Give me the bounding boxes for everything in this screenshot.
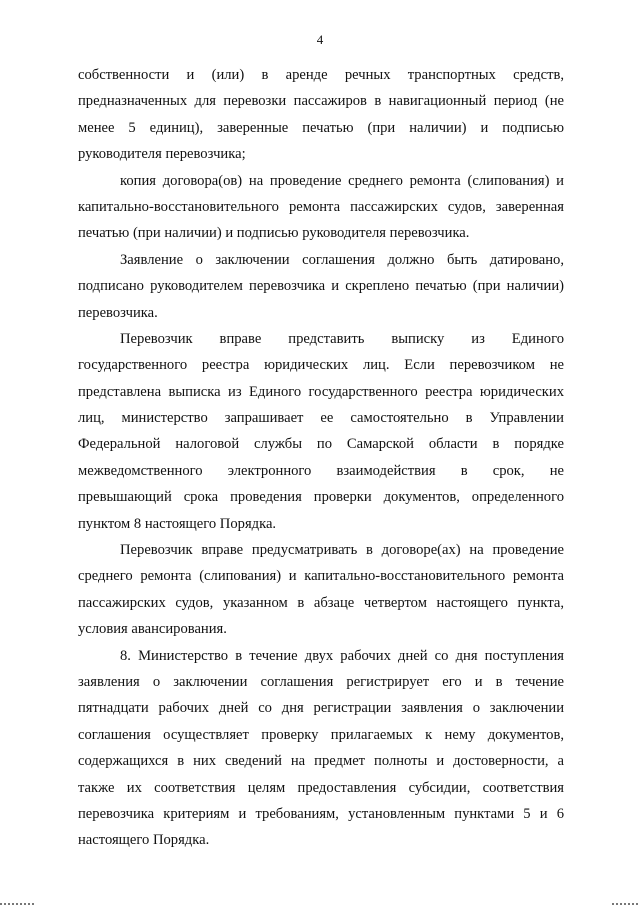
text-line: среднего ремонта (слипования) и капитально-восстановительного ремонта <box>78 568 564 585</box>
text-line: также их соответствия целям предоставления субсидии, соответствия <box>78 779 564 796</box>
text-line: капитально-восстановительного ремонта пассажирских судов, заверенная <box>78 198 564 215</box>
text-line: настоящего Порядка. <box>78 832 210 849</box>
text-line: пассажирских судов, указанном в абзаце четвертом настоящего пункта, <box>78 594 564 611</box>
page-number: 4 <box>316 32 324 47</box>
text-line: пятнадцати рабочих дней со дня регистрации заявления о заключении <box>78 700 564 717</box>
text-line: превышающий срока проведения проверки документов, определенного <box>78 489 564 506</box>
text-line: подписано руководителем перевозчика и скреплено печатью (при наличии) <box>78 278 564 295</box>
text-line: представлена выписка из Единого государственного реестра юридических <box>78 383 564 400</box>
text-line: Перевозчик вправе предусматривать в договоре(ах) на проведение <box>120 542 564 559</box>
text-line: соглашения осуществляет проверку прилагаемых к нему документов, <box>78 726 564 743</box>
text-line: Перевозчик вправе представить выписку из Единого <box>120 330 564 347</box>
text-line: 8. Министерство в течение двух рабочих дней со дня поступления <box>120 647 564 664</box>
text-line: условия авансирования. <box>78 621 227 638</box>
text-line: собственности и (или) в аренде речных транспортных средств, <box>78 67 564 83</box>
text-line: предназначенных для перевозки пассажиров в навигационный период (не <box>78 93 564 110</box>
text-line: Федеральной налоговой службы по Самарской области в порядке <box>78 436 564 453</box>
text-line: печатью (при наличии) и подписью руководителя перевозчика. <box>78 225 470 242</box>
document-body <box>78 62 564 854</box>
text-line: Заявление о заключении соглашения должно быть датировано, <box>120 251 564 268</box>
text-line: перевозчика. <box>78 304 158 321</box>
text-line: заявления о заключении соглашения регистрирует его и в течение <box>78 673 564 690</box>
text-line: межведомственного электронного взаимодействия в срок, не <box>78 462 564 479</box>
text-line: менее 5 единиц), заверенные печатью (при наличии) и подписью <box>78 119 564 136</box>
text-line: содержащихся в них сведений на предмет полноты и достоверности, а <box>78 753 564 770</box>
text-line: пунктом 8 настоящего Порядка. <box>78 515 277 532</box>
text-line: руководителя перевозчика; <box>78 146 246 163</box>
text-line: копия договора(ов) на проведение среднего ремонта (слипования) и <box>120 172 564 189</box>
text-line: перевозчика критериям и требованиям, установленным пунктами 5 и 6 <box>78 805 564 822</box>
text-line: лиц, министерство запрашивает ее самостоятельно в Управлении <box>78 410 564 427</box>
text-line: государственного реестра юридических лиц. Если перевозчиком не <box>78 357 564 374</box>
